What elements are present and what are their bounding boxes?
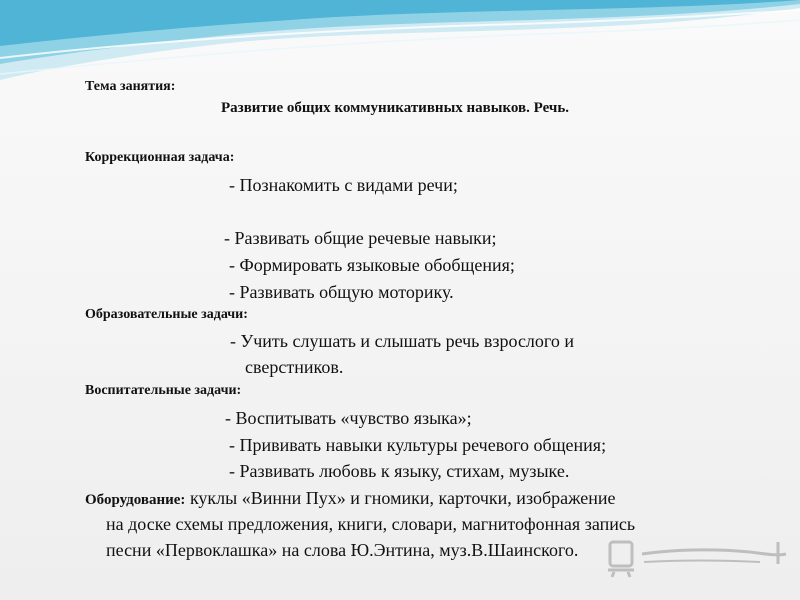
correction-label: Коррекционная задача: [85, 150, 235, 165]
upbringing-item: - Воспитывать «чувство языка»; [225, 408, 472, 428]
upbringing-item: - Развивать любовь к языку, стихам, музыке. [229, 461, 570, 481]
education-item: сверстников. [245, 357, 344, 377]
correction-item: - Развивать общую моторику. [229, 282, 454, 302]
equipment-line [85, 489, 616, 508]
upbringing-label: Воспитательные задачи: [85, 383, 242, 398]
topic-label: Тема занятия: [85, 79, 176, 94]
equipment-line: на доске схемы предложения, книги, словари, магнитофонная запись [106, 514, 636, 534]
correction-item: - Формировать языковые обобщения; [229, 255, 515, 275]
topic-title: Развитие общих коммуникативных навыков. Речь. [221, 100, 570, 116]
watermark-logo [600, 532, 790, 578]
upbringing-item: - Прививать навыки культуры речевого общения; [229, 435, 607, 455]
equipment-label: Оборудование: [85, 492, 186, 508]
correction-item: - Познакомить с видами речи; [229, 175, 458, 195]
equipment-line: песни «Первоклашка» на слова Ю.Энтина, муз.В.Шаинского. [106, 540, 579, 560]
correction-item: - Развивать общие речевые навыки; [224, 228, 497, 248]
education-item: - Учить слушать и слышать речь взрослого и [230, 331, 574, 351]
education-label: Образовательные задачи: [85, 307, 248, 322]
equipment-text: куклы «Винни Пух» и гномики, карточки, изображение [185, 488, 616, 508]
